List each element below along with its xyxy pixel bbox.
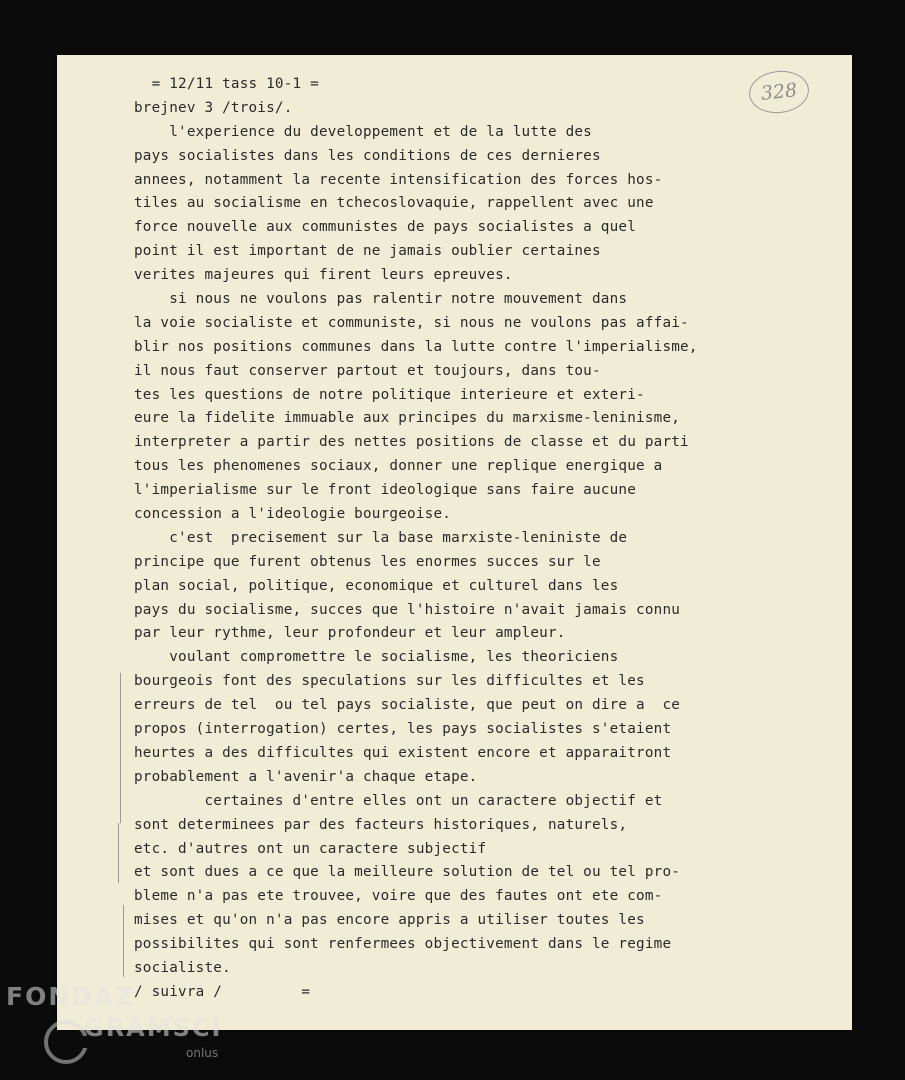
text-line: voulant compromettre le socialisme, les theoriciens	[134, 649, 619, 666]
text-line: pays du socialisme, succes que l'histoire n'avait jamais connu	[134, 601, 681, 618]
text-line: sont determinees par des facteurs historiques, naturels,	[134, 816, 628, 833]
text-line: verites majeures qui firent leurs epreuves.	[134, 267, 513, 284]
text-line: / suivra / =	[134, 983, 311, 1000]
text-line: socialiste.	[134, 959, 231, 976]
text-line: la voie socialiste et communiste, si nous ne voulons pas affai-	[134, 314, 689, 331]
text-line: mises et qu'on n'a pas encore appris a utiliser toutes les	[134, 912, 645, 929]
text-line: bleme n'a pas ete trouvee, voire que des fautes ont ete com-	[134, 888, 663, 905]
text-line: tous les phenomenes sociaux, donner une replique energique a	[134, 458, 663, 475]
text-line: pays socialistes dans les conditions de ces dernieres	[134, 147, 601, 164]
text-line: l'imperialisme sur le front ideologique sans faire aucune	[134, 482, 637, 499]
text-line: brejnev 3 /trois/.	[134, 99, 293, 116]
archive-watermark: FONDAZ	[6, 982, 136, 1011]
document-page	[57, 55, 852, 1030]
text-line: blir nos positions communes dans la lutte contre l'imperialisme,	[134, 338, 698, 355]
text-line: tiles au socialisme en tchecoslovaquie, rappellent avec une	[134, 195, 654, 212]
text-line: et sont dues a ce que la meilleure solution de tel ou tel pro-	[134, 864, 681, 881]
text-line: tes les questions de notre politique interieure et exteri-	[134, 386, 645, 403]
text-line: heurtes a des difficultes qui existent encore et apparaitront	[134, 744, 672, 761]
text-line: plan social, politique, economique et culturel dans les	[134, 577, 619, 594]
text-line: possibilites qui sont renfermees objectivement dans le regime	[134, 936, 672, 953]
text-line: l'experience du developpement et de la lutte des	[134, 123, 592, 140]
text-line: concession a l'ideologie bourgeoise.	[134, 506, 452, 523]
typed-text	[134, 73, 698, 1005]
pencil-margin-mark	[118, 823, 119, 883]
text-line: etc. d'autres ont un caractere subjectif	[134, 840, 487, 857]
text-line: = 12/11 tass 10-1 =	[134, 76, 319, 92]
pencil-margin-mark	[123, 905, 124, 977]
text-line: certaines d'entre elles ont un caractere objectif et	[134, 792, 663, 809]
text-line: si nous ne voulons pas ralentir notre mouvement dans	[134, 291, 628, 308]
archive-watermark-suffix: onlus	[186, 1046, 219, 1060]
text-line: bourgeois font des speculations sur les difficultes et les	[134, 673, 645, 690]
text-line: propos (interrogation) certes, les pays socialistes s'etaient	[134, 721, 672, 738]
text-line: probablement a l'avenir'a chaque etape.	[134, 768, 478, 785]
text-line: interpreter a partir des nettes positions de classe et du parti	[134, 434, 689, 451]
text-line: annees, notamment la recente intensification des forces hos-	[134, 171, 663, 188]
pencil-margin-mark	[120, 673, 121, 823]
archive-number-stamp: 328	[747, 68, 811, 116]
text-line: force nouvelle aux communistes de pays socialistes a quel	[134, 219, 637, 236]
text-line: point il est important de ne jamais oublier certaines	[134, 243, 601, 260]
text-line: erreurs de tel ou tel pays socialiste, que peut on dire a ce	[134, 697, 681, 714]
text-line: c'est precisement sur la base marxiste-leniniste de	[134, 529, 628, 546]
text-line: par leur rythme, leur profondeur et leur ampleur.	[134, 625, 566, 642]
text-line: eure la fidelite immuable aux principes du marxisme-leninisme,	[134, 410, 681, 427]
text-line: il nous faut conserver partout et toujours, dans tou-	[134, 362, 601, 379]
text-line: principe que furent obtenus les enormes succes sur le	[134, 553, 601, 570]
archive-watermark-sub: GRAMSCI	[84, 1014, 223, 1042]
